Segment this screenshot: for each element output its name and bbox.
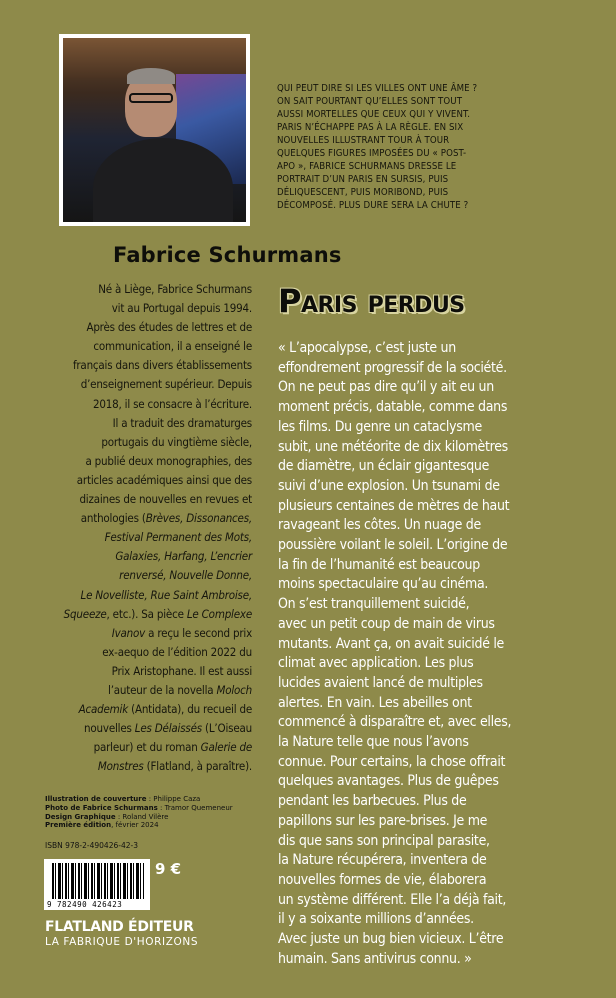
bio-italic: Ivanov: [111, 625, 146, 640]
bio-text: vit au Portugal depuis 1994.: [111, 301, 252, 316]
photo-person-glasses: [129, 93, 173, 103]
bio-text: parleur) et du roman: [93, 740, 201, 755]
bio-italic: Les Délaissés: [134, 721, 202, 736]
bio-text: (L’Oiseau: [201, 721, 252, 736]
bio-text: français dans divers établissements: [72, 358, 252, 373]
bio-line: [44, 318, 252, 337]
bio-line: [44, 662, 252, 681]
bio-line: [44, 471, 252, 490]
bio-text: a publié deux monographies, des: [85, 453, 252, 468]
quote-line: la Nature récupérera, inventera de: [278, 852, 487, 869]
bio-italic: Brèves, Dissonances,: [145, 511, 252, 526]
quote-line: suivi d’une explosion. Un tsunami de: [278, 477, 500, 494]
blurb-line: QUELQUES FIGURES IMPOSÉES DU « POST-: [277, 148, 467, 159]
bio-line: [44, 337, 252, 356]
excerpt-quote: [278, 339, 578, 970]
credit-value: : Philippe Caza: [146, 795, 201, 803]
credit-edition: [45, 821, 265, 830]
photo-person-hair: [127, 68, 175, 84]
credit-design: [45, 813, 265, 822]
bio-line: [44, 280, 252, 299]
blurb-line: DÉLIQUESCENT, PUIS MORIBOND, PUIS: [277, 187, 449, 198]
bio-line: [44, 643, 252, 662]
quote-line: quelques avantages. Plus de guêpes: [278, 773, 499, 790]
blurb-line: PARIS N’ÉCHAPPE PAS À LA RÈGLE. EN SIX: [277, 122, 464, 133]
book-title: Paris perdus: [278, 282, 465, 320]
bio-line: [44, 414, 252, 433]
bio-line: [44, 528, 252, 547]
credit-cover: [45, 795, 265, 804]
quote-line: connue. Pour certains, la chose offrait: [278, 753, 506, 770]
bio-line: [44, 433, 252, 452]
author-photo: [59, 34, 250, 226]
bio-text: l’auteur de la novella: [108, 682, 217, 697]
back-cover-blurb: [277, 82, 527, 212]
quote-line: pendant les barbecues. Plus de: [278, 793, 467, 810]
bio-text: d’enseignement supérieur. Depuis: [80, 377, 252, 392]
quote-line: effondrement progressif de la société.: [278, 359, 507, 376]
quote-line: alertes. En vain. Les abeilles ont: [278, 694, 472, 711]
quote-line: de diamètre, un éclair gigantesque: [278, 458, 490, 475]
bio-line: [44, 375, 252, 394]
bio-line: [44, 624, 252, 643]
quote-line: la Nature telle que nous l’avons: [278, 734, 469, 751]
bio-italic: Galaxies, Harfang, L’encrier: [115, 549, 252, 564]
isbn: ISBN 978-2-490426-42-3: [45, 841, 138, 850]
bio-italic: Le Complexe: [186, 606, 252, 621]
credit-value: , février 2024: [111, 821, 159, 830]
quote-line: plusieurs centaines de mètres de haut: [278, 497, 510, 514]
price: 9 €: [155, 860, 182, 878]
quote-line: moins spectaculaire qu’au cinéma.: [278, 576, 489, 593]
bio-line: [44, 395, 252, 414]
bio-italic: Monstres: [97, 759, 144, 774]
quote-line: nouvelles formes de vie, élaborera: [278, 871, 487, 888]
bio-italic: Academik: [78, 702, 129, 717]
bio-text: (Flatland, à paraître).: [143, 759, 252, 774]
quote-line: subit, une météorite de dix kilomètres: [278, 438, 508, 455]
barcode: [44, 859, 150, 910]
bio-italic: Le Novelliste, Rue Saint Ambroise,: [80, 587, 252, 602]
bio-line: [44, 547, 252, 566]
blurb-line: PORTRAIT D’UN PARIS EN SURSIS, PUIS: [277, 174, 449, 185]
bio-line: [44, 566, 252, 585]
bio-line: [44, 586, 252, 605]
quote-line: « L’apocalypse, c’est juste un: [278, 340, 456, 356]
blurb-line: NOUVELLES ILLUSTRANT TOUR À TOUR: [277, 135, 450, 146]
author-photo-image: [63, 38, 246, 222]
credit-photo: [45, 804, 265, 813]
quote-line: lucides avaient lancé de multiples: [278, 674, 483, 691]
bio-italic: renversé, Nouvelle Donne,: [119, 568, 252, 583]
credit-label: Design Graphique: [45, 812, 116, 821]
barcode-digits: 9 782490 426423: [47, 900, 123, 909]
quote-line: climat avec application. Les plus: [278, 655, 474, 672]
quote-line: mutants. Avant ça, on avait suicidé le: [278, 635, 504, 652]
credit-value: : Tramor Quemeneur: [157, 803, 233, 812]
blurb-line: DÉCOMPOSÉ. PLUS DURE SERA LA CHUTE ?: [277, 200, 469, 211]
bio-line: [44, 490, 252, 509]
bio-text: Né à Liège, Fabrice Schurmans: [98, 282, 252, 296]
quote-line: On s’est tranquillement suicidé,: [278, 596, 470, 613]
bio-line: [44, 700, 252, 719]
bio-line: [44, 605, 252, 624]
credits: [45, 795, 265, 830]
bio-text: articles académiques ainsi que des: [76, 472, 252, 487]
quote-line: Avec juste un bug bien vicieux. L’être: [278, 931, 504, 948]
bio-text: portugais du vingtième siècle,: [101, 434, 252, 449]
blurb-line: AUSSI MORTELLES QUE CEUX QUI Y VIVENT.: [277, 109, 471, 120]
bio-text: Prix Aristophane. Il est aussi: [111, 663, 252, 678]
publisher-name: FLATLAND ÉDITEUR: [45, 919, 194, 935]
quote-line: commencé à disparaître et, avec elles,: [278, 714, 512, 731]
quote-line: dis que sans son principal parasite,: [278, 832, 490, 849]
bio-line: [44, 356, 252, 375]
quote-line: la fin de l’humanité est beaucoup: [278, 556, 480, 573]
bio-line: [44, 452, 252, 471]
bio-italic: Squeeze: [63, 606, 107, 621]
quote-line: humain. Sans antivirus connu. »: [278, 950, 472, 967]
bio-text: ex-aequo de l’édition 2022 du: [102, 644, 252, 659]
quote-line: ravageant les côtes. Un nuage de: [278, 517, 481, 534]
blurb-line: ON SAIT POURTANT QU’ELLES SONT TOUT: [277, 96, 463, 107]
bio-line: [44, 719, 252, 738]
quote-line: avec un petit coup de main de virus: [278, 615, 495, 632]
bio-text: anthologies (: [80, 511, 146, 526]
bio-italic: Festival Permanent des Mots,: [104, 530, 252, 545]
author-name: Fabrice Schurmans: [113, 243, 342, 267]
bio-text: nouvelles: [84, 721, 135, 736]
bio-line: [44, 738, 252, 757]
credit-value: : Roland Vilère: [115, 812, 169, 821]
bio-text: communication, il a enseigné le: [93, 339, 252, 354]
quote-line: moment précis, datable, comme dans: [278, 399, 508, 416]
bio-italic: Galerie de: [200, 740, 252, 755]
bio-text: dizaines de nouvelles en revues et: [79, 492, 252, 507]
blurb-line: QUI PEUT DIRE SI LES VILLES ONT UNE ÂME ?: [277, 83, 478, 94]
credit-label: Première édition: [45, 821, 112, 830]
quote-line: poussière voilant le soleil. L’origine de: [278, 537, 508, 554]
author-bio: [44, 280, 252, 776]
bio-text: , etc.). Sa pièce: [106, 606, 187, 621]
quote-line: les films. Du genre un cataclysme: [278, 418, 482, 435]
bio-line: [44, 681, 252, 700]
bio-line: [44, 509, 252, 528]
bio-text: 2018, il se consacre à l’écriture.: [92, 396, 252, 411]
blurb-line: APO », FABRICE SCHURMANS DRESSE LE: [277, 161, 457, 172]
credit-label: Photo de Fabrice Schurmans: [45, 803, 158, 812]
barcode-bars: [52, 863, 144, 899]
bio-line: [44, 299, 252, 318]
publisher-tagline: LA FABRIQUE D'HORIZONS: [45, 936, 199, 948]
bio-text: a reçu le second prix: [145, 625, 252, 640]
bio-line: [44, 757, 252, 776]
bio-text: Après des études de lettres et de: [86, 320, 252, 335]
bio-italic: Moloch: [216, 682, 252, 697]
quote-line: un système différent. Elle l’a déjà fait,: [278, 891, 507, 908]
credit-label: Illustration de couverture: [45, 795, 147, 803]
bio-text: Il a traduit des dramaturges: [112, 415, 252, 430]
quote-line: papillons sur les pare-brises. Je me: [278, 812, 488, 829]
quote-line: il y a soixante millions d’années.: [278, 911, 474, 928]
bio-text: (Antidata), du recueil de: [128, 702, 252, 717]
quote-line: On ne peut pas dire qu’il y ait eu un: [278, 379, 494, 396]
